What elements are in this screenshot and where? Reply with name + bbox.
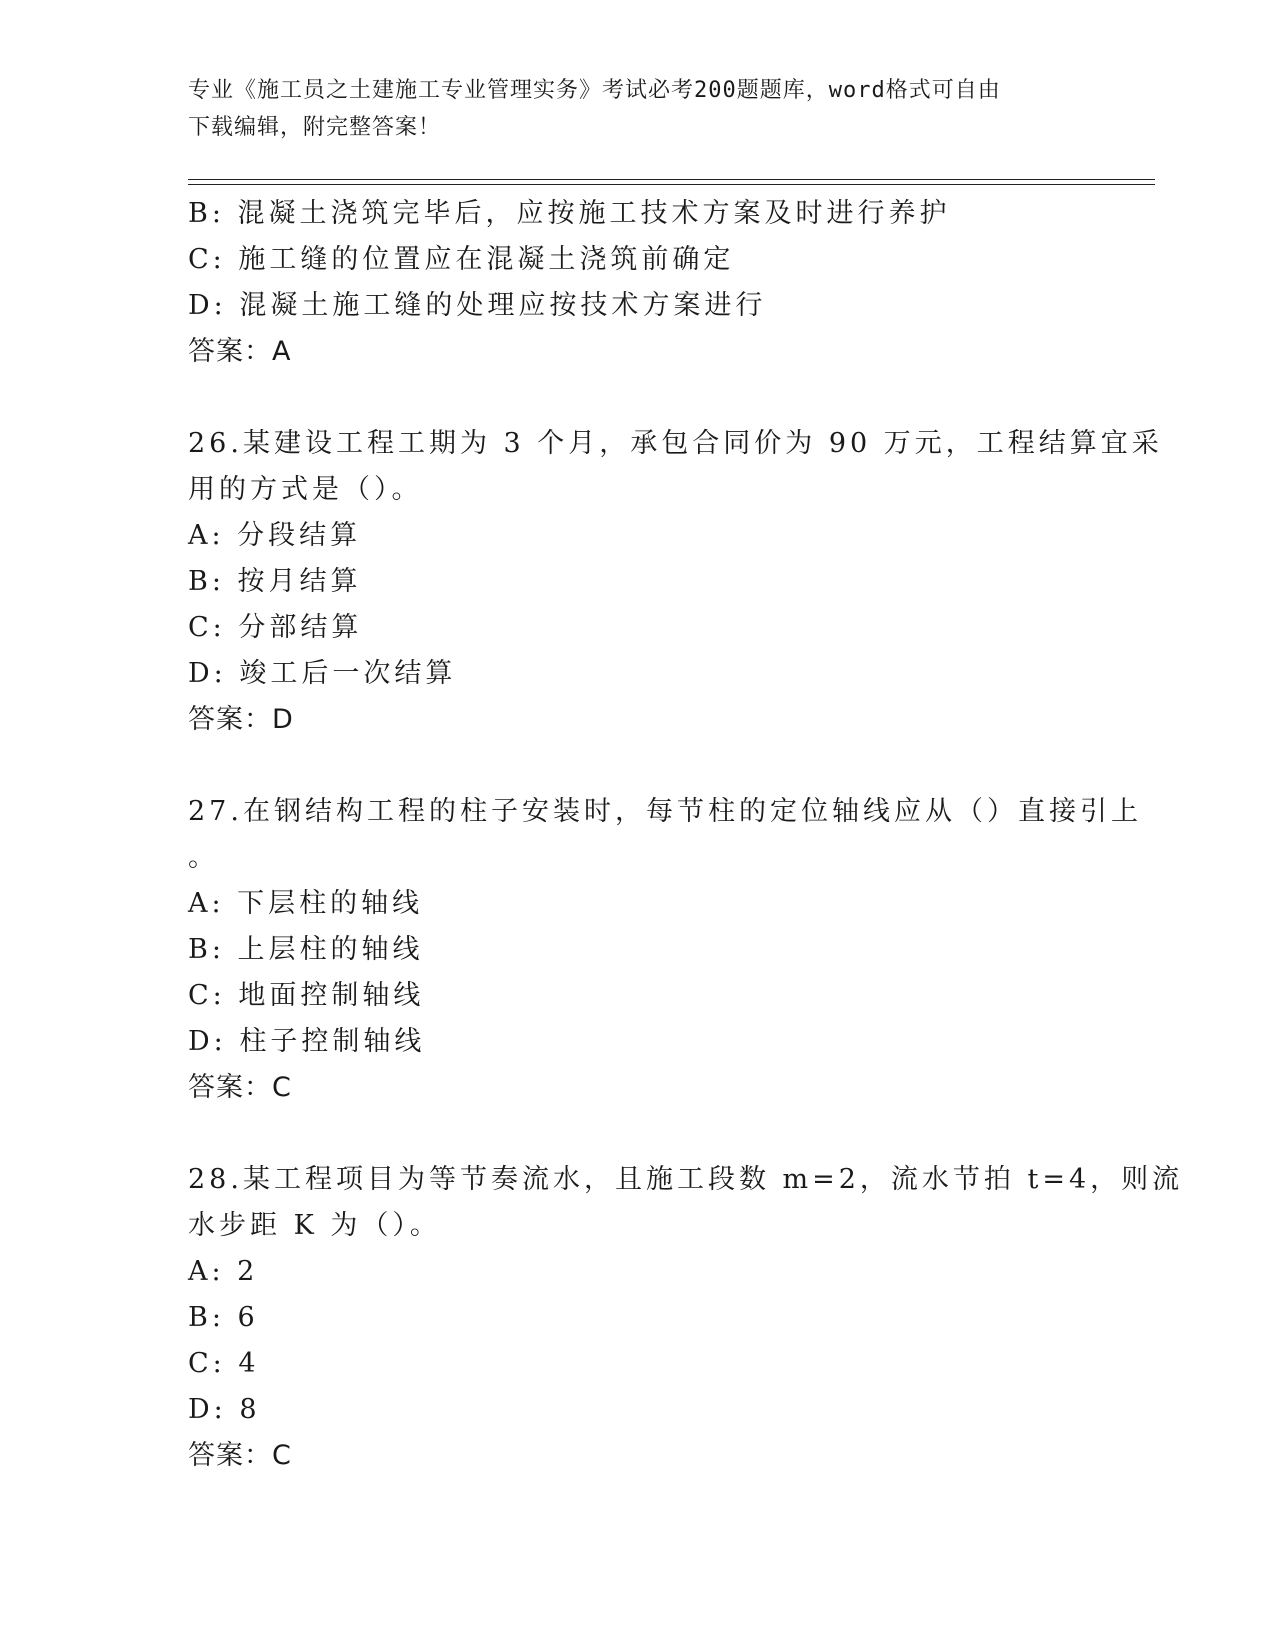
- option-d: D: 柱子控制轴线: [188, 1026, 426, 1057]
- header-line-2: 下载编辑，附完整答案！: [188, 115, 442, 140]
- answer-line: 答案：C: [188, 1072, 292, 1103]
- option-c: C: 施工缝的位置应在混凝土浇筑前确定: [188, 244, 735, 275]
- option-b: B: 混凝土浇筑完毕后，应按施工技术方案及时进行养护: [188, 198, 951, 229]
- question-28: [188, 1157, 1184, 1479]
- question-stem: 28.某工程项目为等节奏流水，且施工段数 m=2，流水节拍 t=4，则流: [188, 1164, 1184, 1195]
- option-d: D: 8: [188, 1394, 261, 1425]
- answer-line: 答案：A: [188, 336, 292, 367]
- spacer: [188, 1111, 1088, 1157]
- spacer: [188, 375, 1088, 421]
- answer-line: 答案：C: [188, 1440, 292, 1471]
- option-b: B: 6: [188, 1302, 259, 1333]
- header-divider-top: [188, 179, 1155, 180]
- question-stem-continued: 水步距 K 为（）。: [188, 1210, 441, 1241]
- option-d: D: 混凝土施工缝的处理应按技术方案进行: [188, 290, 767, 321]
- spacer: [188, 743, 1088, 789]
- header-divider-bottom: [188, 184, 1155, 185]
- option-a: A: 2: [188, 1256, 259, 1287]
- question-stem: 27.在钢结构工程的柱子安装时，每节柱的定位轴线应从（）直接引上: [188, 796, 1142, 827]
- option-d: D: 竣工后一次结算: [188, 658, 457, 689]
- answer-line: 答案：D: [188, 704, 294, 735]
- question-26: [188, 421, 1163, 743]
- header-line-1: 专业《施工员之土建施工专业管理实务》考试必考200题题库，word格式可自由: [188, 78, 1001, 103]
- option-b: B: 上层柱的轴线: [188, 934, 424, 965]
- option-c: C: 分部结算: [188, 612, 363, 643]
- option-c: C: 地面控制轴线: [188, 980, 425, 1011]
- question-25-continued: [188, 191, 1088, 375]
- option-c: C: 4: [188, 1348, 260, 1379]
- option-a: A: 分段结算: [188, 520, 362, 551]
- question-stem-continued: 。: [188, 842, 219, 873]
- question-stem-continued: 用的方式是（）。: [188, 474, 423, 505]
- question-content: [188, 191, 1184, 1479]
- option-b: B: 按月结算: [188, 566, 362, 597]
- document-header: [188, 72, 1088, 146]
- option-a: A: 下层柱的轴线: [188, 888, 424, 919]
- question-stem: 26.某建设工程工期为 3 个月，承包合同价为 90 万元，工程结算宜采: [188, 428, 1163, 459]
- question-27: [188, 789, 1142, 1111]
